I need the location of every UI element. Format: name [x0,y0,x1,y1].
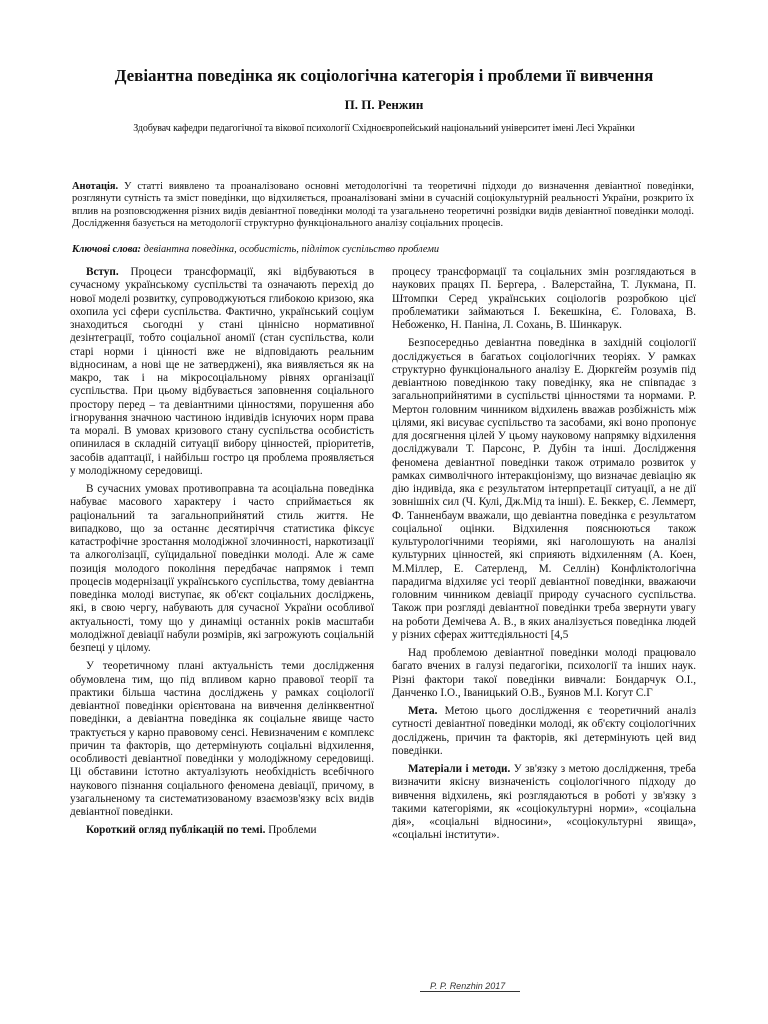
keywords-text: девіантна поведінка, особистість, підліток суспільство проблеми [140,244,440,255]
abstract-label: Анотація. [72,181,119,192]
abstract [72,181,694,231]
keywords-label: Ключові слова: [72,244,141,255]
footer-rule [420,991,520,992]
intro-text: Процеси трансформації, які відбуваються в сучасному українському суспільстві та означають перехід до нової моделі розвитку, супроводжуються глибокою кризою, яка охопила усі сфери суспільства. Фактично, український соціум знаходиться сьогодні у стані ціннісно нормативної дезінтеграції, тобто соціальної аномії (стан суспільства, коли старі норми і цінності вже не відповідають реальним відносинам, а нові ще не затверджені), яка виявляється як на макро, так і на мікросоціальному рівнях організації суспільства. При цьому відбувається заповнення соціального простору перед – та девіантними цінностями, порушення або ігнорування значною частиною індивідів існуючих норм права та моралі. В умовах кризового стану суспільства особистість опинилася в складній ситуації вибору цінностей, пріоритетів, засобів адаптації, і найбільш гостро ця проблема проявляється у молодіжному середовищі. [70,266,374,477]
methods-heading: Матеріали і методи. [408,763,511,775]
abstract-text: У статті виявлено та проаналізовано основні методологічні та теоретичні підходи до визначення девіантної поведінки, розглянути сутність та зміст поведінки, що відхиляється, проаналізовані зміни в сучасній соціокультурній реальності України, розкрито їх вплив на розповсюдження різних видів девіантної поведінки молоді та узагальнено теоретичні розвідки видів девіантної поведінки молоді. Дослідження базується на методології структурно функціонального аналізу соціальних процесів. [72,181,694,230]
aim-text: Метою цього дослідження є теоретичний аналіз сутності девіантної поведінки молоді, як об'єкту соціологічних досліджень, причин та факторів, які детермінують цей вид поведінки. [392,705,696,757]
methods-paragraph [392,763,696,843]
right-column [392,266,696,956]
body-paragraph: У теоретичному плані актуальність теми дослідження обумовлена тим, що під впливом карно правової теорії та практики більша частина досліджень у рамках соціології девіантної поведінки орієнтована на вивчення делінквентної поведінки, а девіантна поведінка як соціальне явище часто трактується у карно правовому сенсі. Невизначеним є комплекс причин та факторів, що детермінують соціальні відхилення, особливості девіантної поведінки у молодіжному середовищі. Ці обставини істотно актуалізують необхідність всебічного наукового пізнання соціального феномена девіації, причому, в узагальненому та систематизованому взаємозв'язку всіх видів девіантної поведінки. [70,660,374,818]
body-paragraph: В сучасних умовах противоправна та асоціальна поведінка набуває масового характеру і часто сприймається як раціональний та загальноприйнятий стиль життя. Не випадково, що за останнє десятиріччя статистика фіксує катастрофічне зростання молодіжної злочинності, наркотизації та алкоголізації, суїцидальної поведінки молоді. Але ж саме позиція молодого покоління передбачає напрямок і темп процесів модернізації українського суспільства, тому девіантна поведінка молоді виступає, як об'єкт соціальних досліджень, які, в свою чергу, набувають для сучасної України особливої актуальності, тому що у динаміці останніх років масштаби молодіжної девіації набули розмірів, які загрожують соціальній безпеці у цілому. [70,483,374,654]
body-paragraph: Безпосередньо девіантна поведінка в західній соціології досліджується в багатьох соціологічних теоріях. У рамках структурно функціонального аналізу Е. Дюркгейм розумів під девіантною поведінкою таку поведінку, яка не співпадає з загальноприйнятими в суспільстві цінностями та нормами. Р. Мертон головним чинником відхилень вважав розбіжність між цілями, які висуває суспільство та засобами, які воно пропонує для досягнення цілей У цьому науковому напрямку відхилення досліджували Т. Парсонс, Р. Дубін та інші. Дослідження феномена девіантної поведінки також отримало розвиток у рамках символічного інтеракціонізму, що визначає девіацію як дію індивіда, яка є результатом інтерпретації ситуації, а не дії зовнішніх сил (Ч. Кулі, Дж.Мід та інші). Е. Беккер, Є. Леммерт, Ф. Танненбаум вважали, що девіантна поведінка є результатом соціальної оцінки. Відхилення пояснюються також культурологічними теоріями, які наголошують на аналізі культурних цінностей, які сприяють відхиленням (А. Коен, М.Міллер, Е. Сатерленд, М. Селлін) Конфліктологічна парадигма відхиляє усі теорії девіантної поведінки, вважаючи головним чинником девіації природу сучасного суспільства. Також при розгляді девіантної поведінки треба звернути увагу на роботи Демічева А. В., в яких аналізується поведінка людей у різних сферах життєдіяльності [4,5 [392,337,696,641]
keywords [72,244,694,256]
article-title: Девіантна поведінка як соціологічна категорія і проблеми її вивчення [114,66,654,85]
methods-text: У зв'язку з метою дослідження, треба визначити якісну визначеність соціологічного підходу до вивчення відхилень, які розглядаються в роботі у зв'язку з такими категоріями, як «соціокультурні норми», «соціальна дія», «соціальні відносини», «соціокультурні явища», «соціальні інститути». [392,763,696,842]
review-paragraph [70,824,374,837]
intro-paragraph [70,266,374,478]
left-column [70,266,374,956]
body-paragraph: Над проблемою девіантної поведінки молоді працювало багато вчених в галузі педагогіки, психології та інших наук. Різні фактори такої поведінки вивчали: Бондарчук О.І., Данченко І.О., Іваницький О.В., Буянов М.І. Когут С.Г [392,647,696,699]
body-paragraph: процесу трансформації та соціальних змін розглядаються в наукових працях П. Бергера, . Валерстайна, Т. Лукмана, П. Штомпки Серед українських соціологів розробкою цієї проблематики займаються І. Бекешкіна, Є. Головаха, В. Небоженко, Н. Паніна, Л. Сохань, В. Шинкарук. [392,266,696,331]
author-affiliation: Здобувач кафедри педагогічної та вікової психології Східноєвропейський національний університет імені Лесі Українки [133,123,635,134]
footer-copyright: P. P. Renzhin 2017 [430,981,506,991]
review-text: Проблеми [265,824,317,837]
intro-heading: Вступ. [86,266,119,278]
article-author: П. П. Ренжин [344,97,424,112]
aim-heading: Мета. [408,705,438,717]
review-heading: Короткий огляд публікацій по темі. [86,824,266,837]
aim-paragraph [392,705,696,758]
